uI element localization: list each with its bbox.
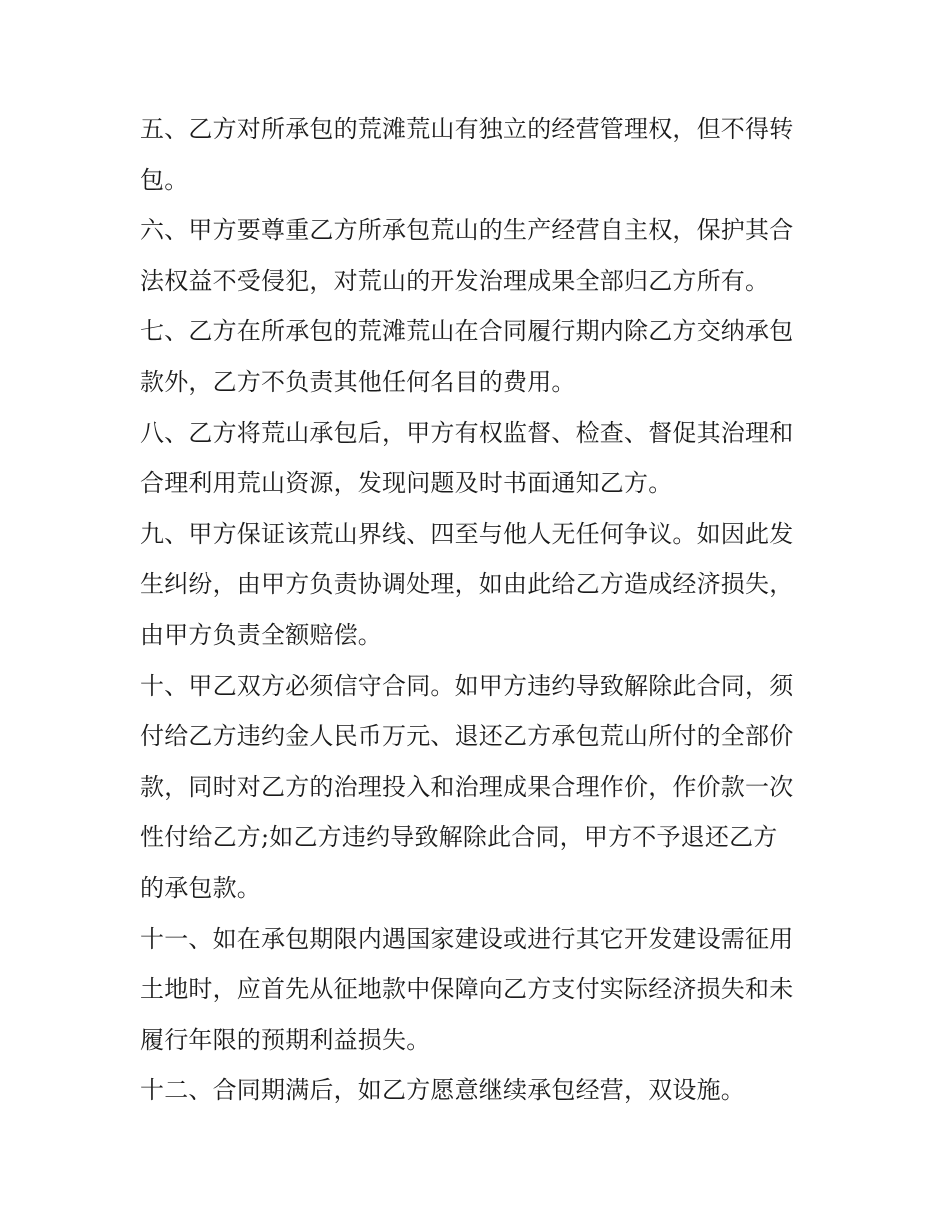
text-line: 五、乙方对所承包的荒滩荒山有独立的经营管理权，但不得转 — [140, 115, 794, 143]
text-line: 性付给乙方;如乙方违约导致解除此合同，甲方不予退还乙方 — [140, 823, 778, 852]
text-line: 九、甲方保证该荒山界线、四至与他人无任何争议。如因此发 — [140, 519, 794, 548]
text-line: 七、乙方在所承包的荒滩荒山在合同履行期内除乙方交纳承包 — [140, 317, 794, 346]
document-body — [140, 104, 814, 1116]
text-line: 十二、合同期满后，如乙方愿意继续承包经营，双设施。 — [140, 1076, 745, 1105]
text-line: 土地时，应首先从征地款中保障向乙方支付实际经济损失和未 — [140, 975, 794, 1004]
text-line: 十、甲乙双方必须信守合同。如甲方违约导致解除此合同，须 — [140, 671, 794, 700]
text-line: 包。 — [140, 165, 189, 194]
text-line: 履行年限的预期利益损失。 — [140, 1025, 431, 1054]
text-line: 十一、如在承包期限内遇国家建设或进行其它开发建设需征用 — [140, 924, 794, 953]
text-line: 款，同时对乙方的治理投入和治理成果合理作价，作价款一次 — [140, 772, 794, 801]
text-line: 款外，乙方不负责其他任何名目的费用。 — [140, 367, 576, 396]
text-line: 的承包款。 — [140, 873, 261, 902]
text-line: 六、甲方要尊重乙方所承包荒山的生产经营自主权，保护其合 — [140, 216, 794, 245]
text-line: 法权益不受侵犯，对荒山的开发治理成果全部归乙方所有。 — [140, 266, 770, 295]
text-line: 八、乙方将荒山承包后，甲方有权监督、检查、督促其治理和 — [140, 418, 794, 447]
text-line: 生纠纷，由甲方负责协调处理，如由此给乙方造成经济损失， — [140, 570, 794, 599]
text-line: 付给乙方违约金人民币万元、退还乙方承包荒山所付的全部价 — [140, 722, 794, 751]
text-line: 由甲方负责全额赔偿。 — [140, 620, 382, 649]
text-line: 合理利用荒山资源，发现问题及时书面通知乙方。 — [140, 469, 673, 498]
